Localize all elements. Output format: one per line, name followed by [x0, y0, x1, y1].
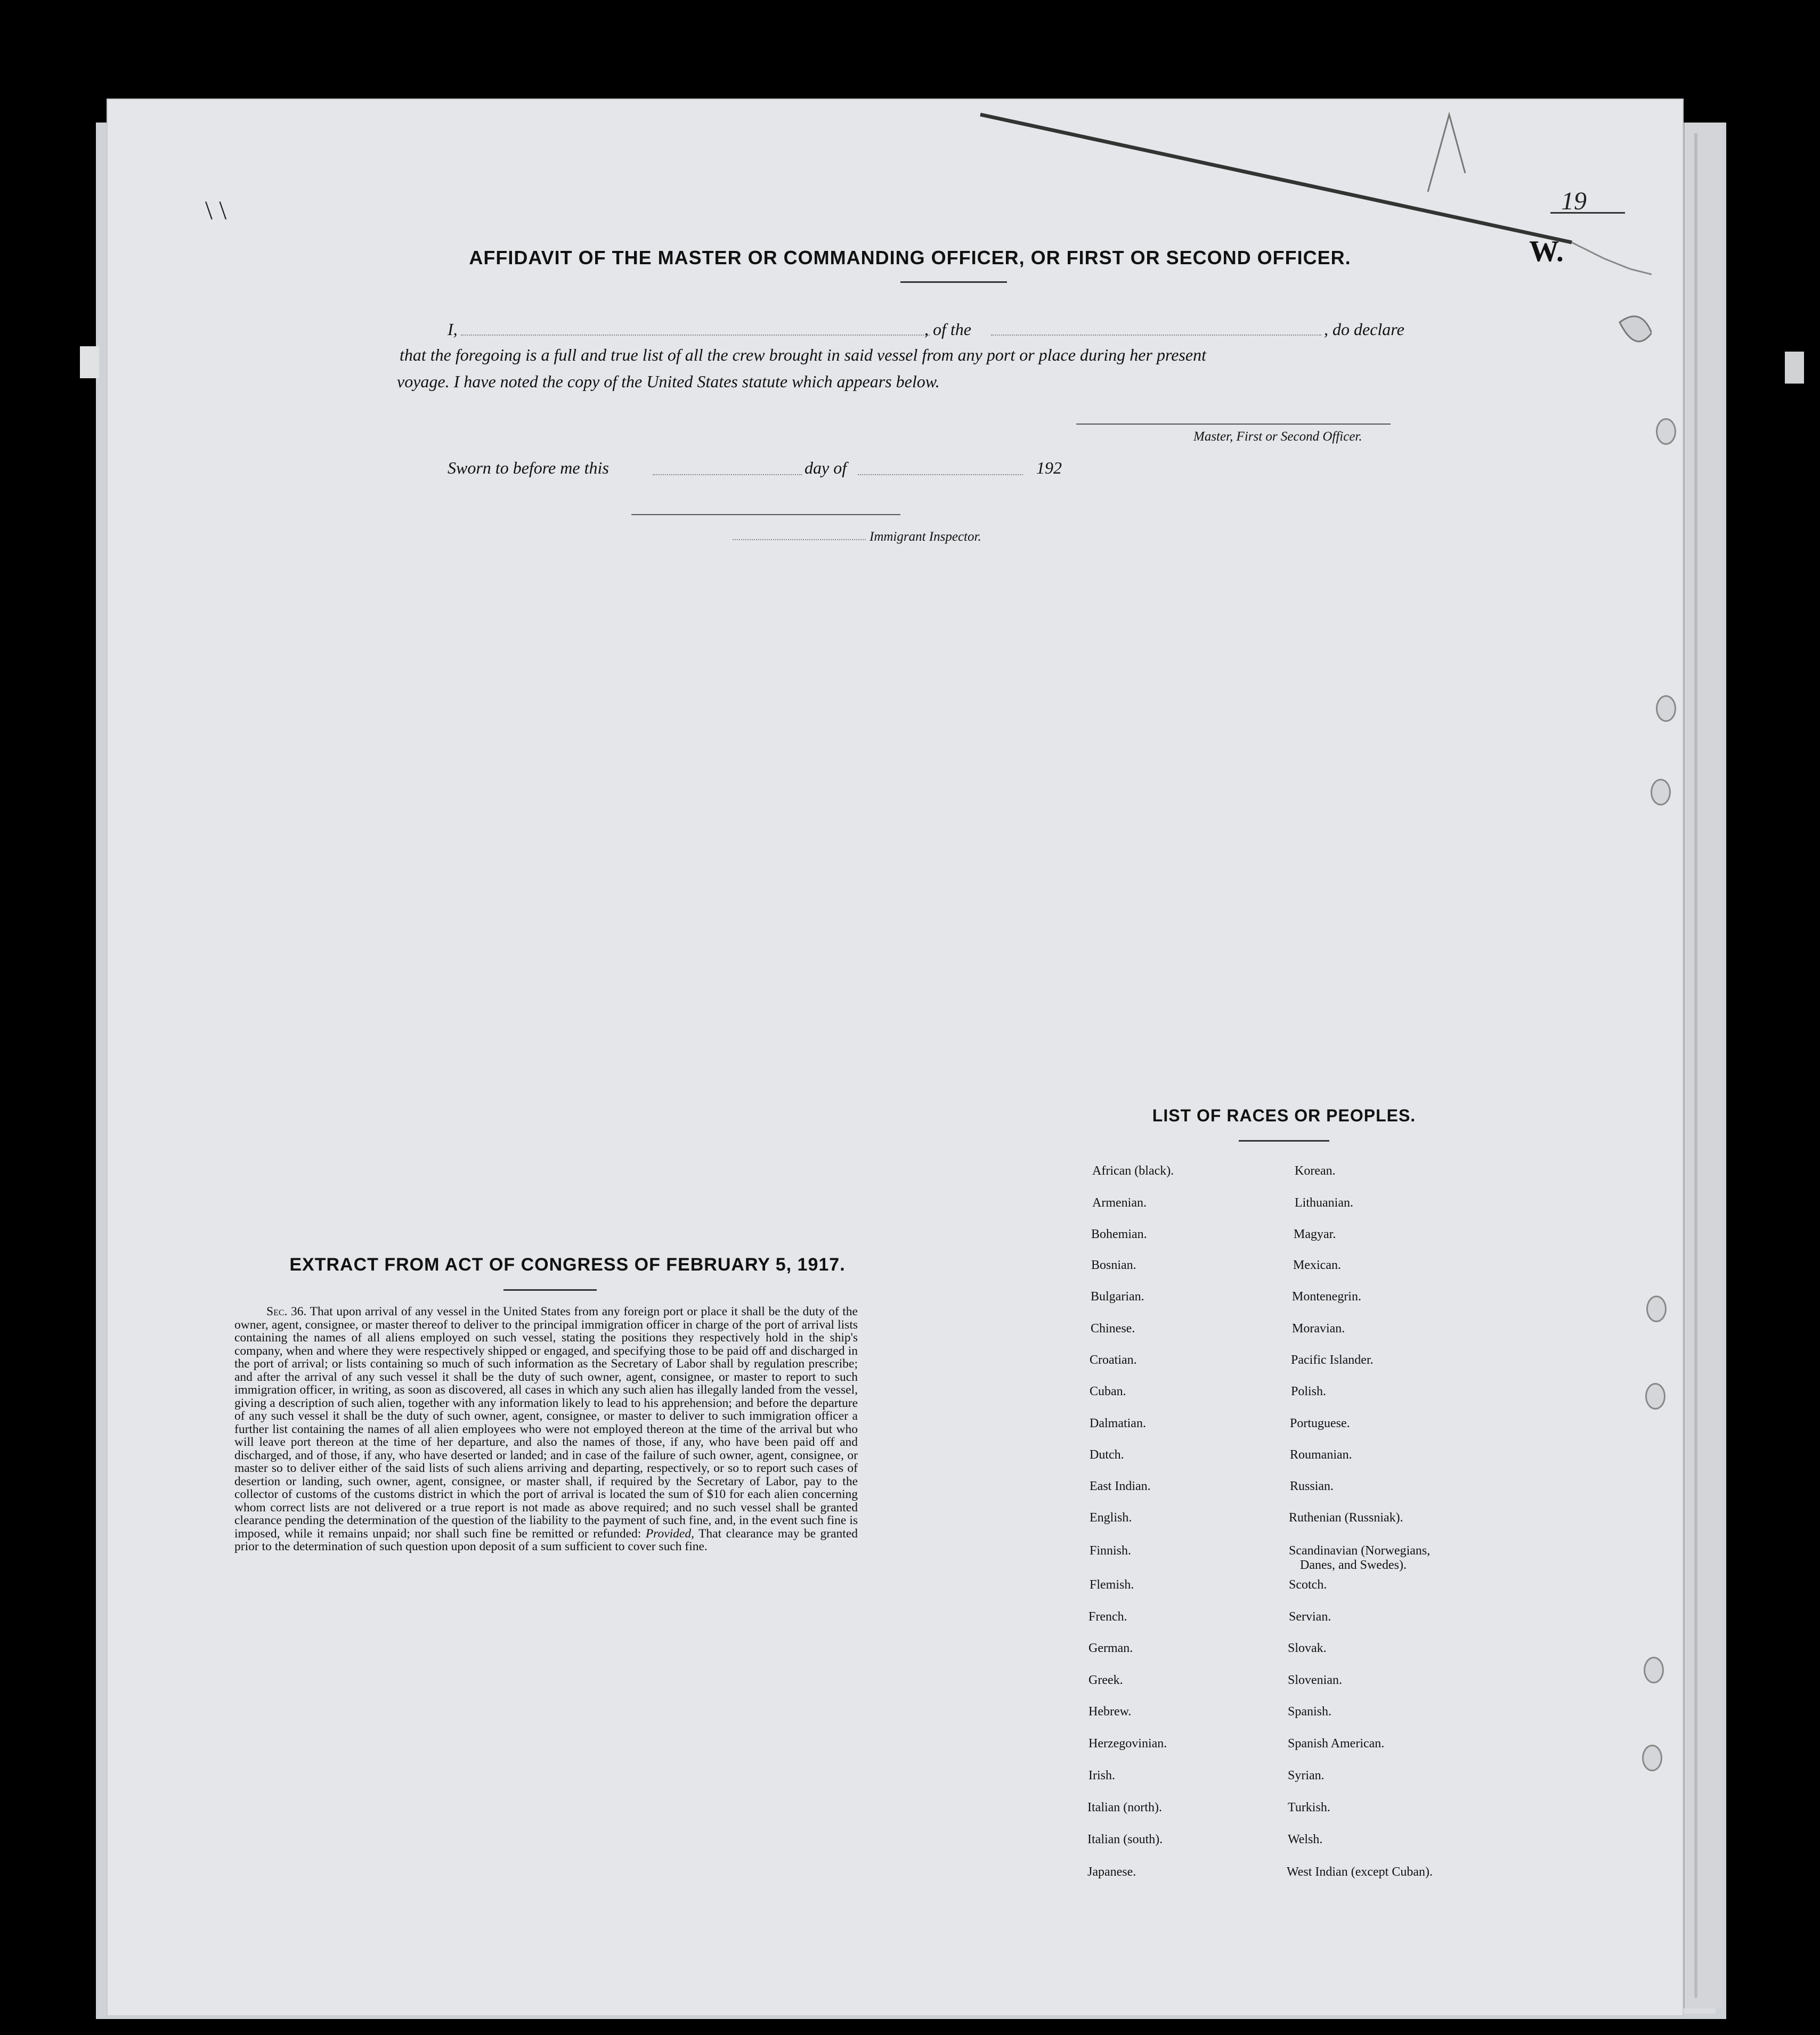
affidavit-line1-end: , do declare [1324, 320, 1404, 339]
races-title: LIST OF RACES OR PEOPLES. [1152, 1106, 1416, 1125]
race-right-item: Ruthenian (Russniak). [1289, 1511, 1403, 1525]
race-right-item: Slovak. [1288, 1641, 1327, 1655]
sheet-number: 19 [1561, 187, 1587, 215]
race-right-item: Magyar. [1294, 1227, 1336, 1241]
right-edge-tab [1785, 352, 1804, 384]
race-left-item: English. [1090, 1511, 1132, 1525]
race-right-item: Lithuanian. [1295, 1196, 1353, 1210]
race-right-item: Roumanian. [1290, 1448, 1352, 1462]
binder-hole [1656, 695, 1676, 722]
notary-line [631, 514, 900, 515]
folded-corner-crease [959, 99, 1652, 365]
race-left-item: East Indian. [1090, 1479, 1151, 1493]
stacked-page-edges [1684, 123, 1722, 2008]
races-title-rule [1239, 1140, 1329, 1142]
race-left-item: Finnish. [1090, 1544, 1132, 1558]
affidavit-title: AFFIDAVIT OF THE MASTER OR COMMANDING OFFICER, OR FIRST OR SECOND OFFICER. [469, 247, 1351, 268]
race-right-item: Scotch. [1289, 1578, 1327, 1592]
race-right-item: Pacific Islander. [1291, 1353, 1374, 1367]
race-left-item: Bulgarian. [1091, 1290, 1144, 1304]
race-left-item: Dutch. [1090, 1448, 1124, 1462]
race-right-item: Spanish American. [1288, 1737, 1385, 1751]
left-edge-tab [80, 346, 99, 378]
race-left-item: Italian (north). [1087, 1801, 1162, 1814]
race-right-item: Moravian. [1292, 1322, 1345, 1336]
race-left-item: Dalmatian. [1090, 1417, 1146, 1430]
name-blank [461, 335, 930, 336]
binder-hole [1644, 1657, 1664, 1683]
race-right-item: Korean. [1295, 1164, 1336, 1178]
race-right-item: Portuguese. [1290, 1417, 1350, 1430]
binder-hole [1646, 1296, 1667, 1322]
sworn-day-of: day of [805, 458, 847, 477]
binder-hole [1642, 1745, 1662, 1771]
binder-hole [1656, 418, 1676, 445]
affidavit-line1-mid: , of the [924, 320, 971, 339]
section-label: Sec. 36. [266, 1305, 307, 1318]
vessel-blank [991, 335, 1321, 336]
race-left-item: Armenian. [1092, 1196, 1147, 1210]
race-left-item: Flemish. [1090, 1578, 1134, 1592]
race-left-item: Hebrew. [1088, 1705, 1132, 1719]
race-right-item: Montenegrin. [1292, 1290, 1361, 1304]
affidavit-line1-start: I, [448, 320, 458, 339]
race-right-item: Scandinavian (Norwegians, [1289, 1544, 1431, 1558]
race-left-item: German. [1088, 1641, 1133, 1655]
inspector-signature-blank [733, 539, 866, 540]
sworn-year: 192 [1036, 458, 1062, 477]
extract-title: EXTRACT FROM ACT OF CONGRESS OF FEBRUARY 5, 1917. [289, 1255, 846, 1275]
affidavit-line3: voyage. I have noted the copy of the United States statute which appears below. [397, 372, 940, 391]
race-left-item: Irish. [1088, 1769, 1115, 1782]
sheet-number-underline [1550, 212, 1625, 214]
race-right-item: Slovenian. [1288, 1673, 1342, 1687]
race-left-item: Croatian. [1090, 1353, 1137, 1367]
race-right-item: Servian. [1289, 1610, 1331, 1624]
master-caption: Master, First or Second Officer. [1193, 429, 1362, 444]
sworn-day-blank [653, 474, 802, 475]
race-left-item: Bosnian. [1091, 1258, 1136, 1272]
page-edge-shadow [1694, 133, 1697, 1998]
race-left-item: Herzegovinian. [1088, 1737, 1167, 1751]
race-left-item: African (black). [1092, 1164, 1174, 1178]
binder-hole [1651, 779, 1671, 805]
extract-text-b: That clearance may be granted prior to the determination of such question upon deposit of a sum sufficient to cover such fine. [234, 1526, 858, 1553]
race-right-item-continued: Danes, and Swedes). [1300, 1558, 1407, 1572]
race-left-item: Greek. [1088, 1673, 1123, 1687]
race-left-item: French. [1088, 1610, 1127, 1624]
provided-word: Provided, [645, 1526, 694, 1541]
binder-hole [1645, 1383, 1665, 1410]
master-signature-line [1076, 424, 1391, 425]
extract-text-a: That upon arrival of any vessel in the United States from any foreign port or place it shall be the duty of the owner, agent, consignee, or master thereof to deliver to the principal immigration officer in charge of the port of arrival lists containing the names of all aliens employed on such vessel, stating the positions they respectively hold in the ship's company, when and where they were respectively shipped or engaged, and specifying those to be paid off and discharged in the port of arrival; or lists containing so much of such information as the Secretary of Labor shall by regulation prescribe; and after the arrival of any such vessel it shall be the duty of such owner, agent, consignee, or master to report to such immigration officer, in writing, as soon as discovered, all cases in which any such alien has illegally landed from the vessel, giving a description of such alien, together with any information likely to lead to his apprehension; and before the departure of any such vessel it shall be the duty of such owner, agent, consignee, or master to deliver to such immigration officer a further list containing the names of all alien employees who were not employed thereon at the time of the arrival but who will leave port thereon at the time of her departure, and also the names of those, if any, who have been paid off and discharged, and of those, if any, who have deserted or landed; and in case of the failure of such owner, agent, consignee, or master so to deliver either of the said lists of such aliens arriving and departing, respectively, or so to report such cases of desertion or landing, such owner, agent, consignee, or master shall, if required by the Secretary of Labor, pay to the collector of customs of the customs district in which the port of arrival is located the sum of $10 for each alien concerning whom correct lists are not delivered or a true report is not made as above required; and no such vessel shall be granted clearance pending the determination of the question of the liability to the payment of such fine, and, in the event such fine is imposed, while it remains unpaid; nor shall such fine be remitted or refunded: [234, 1305, 858, 1541]
race-left-item: Bohemian. [1091, 1227, 1147, 1241]
affidavit-line2: that the foregoing is a full and true list of all the crew brought in said vessel from any port or place during her present [400, 345, 1206, 364]
race-left-item: Japanese. [1087, 1865, 1136, 1879]
race-right-item: Turkish. [1288, 1801, 1330, 1814]
race-left-item: Cuban. [1090, 1385, 1126, 1398]
extract-body [234, 1305, 858, 1553]
race-right-item: Polish. [1291, 1385, 1327, 1398]
corner-letter: W. [1529, 235, 1564, 268]
race-right-item: Syrian. [1288, 1769, 1325, 1782]
race-right-item: Mexican. [1293, 1258, 1341, 1272]
affidavit-title-rule [900, 281, 1007, 283]
extract-title-rule [503, 1289, 597, 1291]
race-right-item: West Indian (except Cuban). [1287, 1865, 1433, 1879]
margin-tick-marks: \ \ [205, 195, 227, 225]
race-right-item: Welsh. [1288, 1833, 1323, 1846]
inspector-caption: Immigrant Inspector. [870, 530, 981, 544]
race-left-item: Italian (south). [1087, 1833, 1163, 1846]
race-right-item: Spanish. [1288, 1705, 1332, 1719]
race-right-item: Russian. [1290, 1479, 1334, 1493]
sworn-month-blank [858, 474, 1023, 475]
sworn-start: Sworn to before me this [448, 458, 609, 477]
race-left-item: Chinese. [1091, 1322, 1135, 1336]
